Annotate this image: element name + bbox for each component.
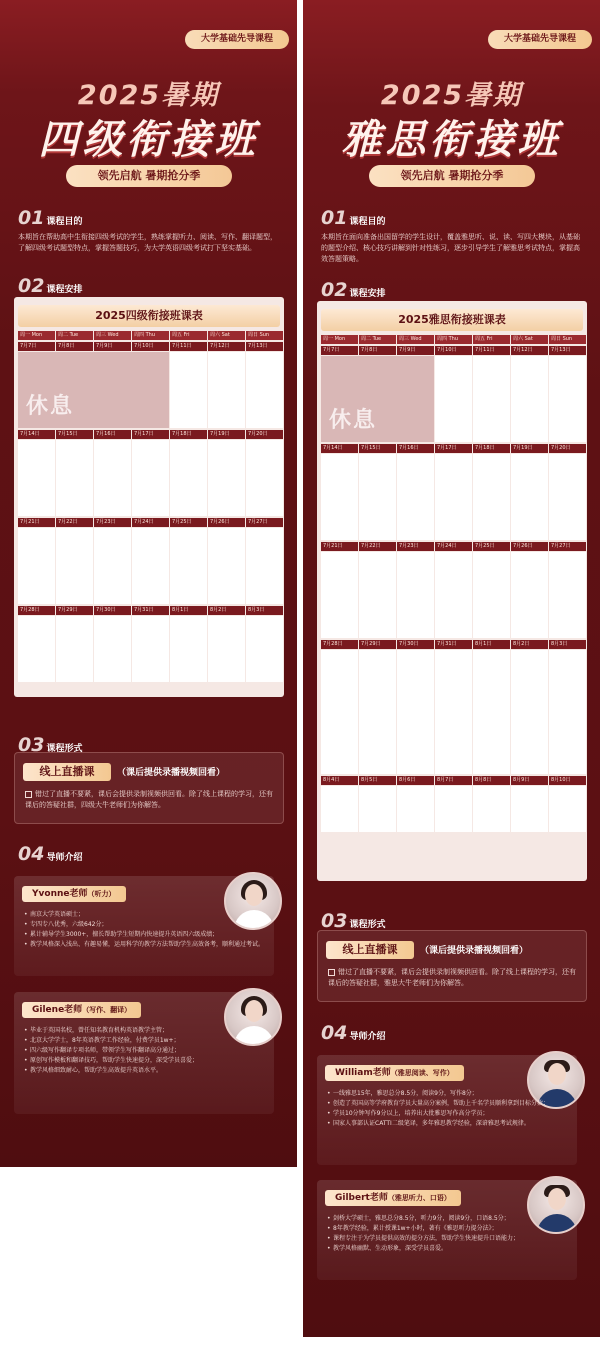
date-cell: 7月22日	[56, 518, 93, 527]
weekday-header: 周三 Wed	[94, 331, 131, 340]
section-number: 04	[18, 843, 45, 865]
schedule-cell	[246, 528, 283, 604]
date-cell: 8月3日	[549, 640, 586, 649]
teacher-name: Gilbert老师（雅思听力、口语）	[325, 1190, 461, 1206]
schedule-cell	[321, 552, 358, 638]
schedule-cell	[56, 528, 93, 604]
date-cell: 7月20日	[246, 430, 283, 439]
date-row	[18, 430, 284, 439]
schedule-table	[317, 301, 587, 881]
date-cell: 7月17日	[132, 430, 169, 439]
schedule-cell	[170, 528, 207, 604]
date-cell: 7月15日	[56, 430, 93, 439]
weekday-row	[18, 331, 284, 340]
teacher-point: • 国家人事部认证CATTI二级笔译，多年雅思教学经验，深谙雅思考试规律。	[327, 1119, 569, 1129]
schedule-cell	[473, 552, 510, 638]
date-cell: 8月2日	[511, 640, 548, 649]
section-label: 课程形式	[46, 744, 83, 754]
date-cell: 7月26日	[511, 542, 548, 551]
date-cell: 7月28日	[18, 606, 55, 615]
rest-block	[18, 352, 169, 428]
date-cell: 7月13日	[549, 346, 586, 355]
date-cell: 7月19日	[208, 430, 245, 439]
date-cell: 8月2日	[208, 606, 245, 615]
date-cell: 7月9日	[94, 342, 131, 351]
teacher-card-gilene	[14, 992, 274, 1114]
schedule-cell	[511, 552, 548, 638]
purpose-text: 本期旨在面向准备出国留学的学生设计，覆盖雅思听、说、读、写四大模块，从基础的题型介绍、核心技巧讲解到针对性练习，逐步引导学生了解雅思考试特点，掌握高效答题策略。	[321, 233, 580, 263]
schedule-body-row	[321, 552, 587, 638]
date-cell: 7月29日	[56, 606, 93, 615]
section-label: 课程目的	[349, 217, 386, 227]
date-cell: 7月20日	[549, 444, 586, 453]
section-teachers	[321, 1022, 385, 1046]
date-row	[321, 542, 587, 551]
date-cell: 7月19日	[511, 444, 548, 453]
schedule-cell	[473, 454, 510, 540]
schedule-cell	[549, 786, 586, 832]
date-row	[18, 606, 284, 615]
checkbox-icon	[328, 969, 335, 976]
schedule-cell	[549, 650, 586, 774]
date-row	[321, 444, 587, 453]
section-teachers	[18, 843, 82, 867]
course-tag: 大学基础先导课程	[488, 30, 592, 49]
schedule-cell	[435, 356, 472, 442]
schedule-cell	[18, 528, 55, 604]
schedule-cell	[94, 528, 131, 604]
schedule-cell	[170, 440, 207, 516]
teacher-point: • 专四专八优秀，六级642分；	[24, 920, 266, 930]
weekday-header: 周三 Wed	[397, 335, 434, 344]
weekday-header: 周二 Tue	[56, 331, 93, 340]
date-cell: 7月22日	[359, 542, 396, 551]
date-cell: 7月30日	[94, 606, 131, 615]
teacher-card-william	[317, 1055, 577, 1165]
teacher-point: • 教学风格幽默、生动形象，深受学员喜爱。	[327, 1244, 569, 1254]
schedule-cell	[435, 786, 472, 832]
schedule-cell	[321, 454, 358, 540]
poster-cet4	[0, 0, 297, 1167]
teacher-point: • 教学风格细致耐心，帮助学生高效提升英语水平。	[24, 1066, 266, 1076]
date-cell: 7月13日	[246, 342, 283, 351]
schedule-cell	[511, 650, 548, 774]
schedule-cell	[18, 440, 55, 516]
schedule-cell	[208, 352, 245, 428]
date-cell: 8月3日	[246, 606, 283, 615]
teacher-point: • 南京大学英语硕士；	[24, 910, 266, 920]
weekday-header: 周一 Mon	[18, 331, 55, 340]
date-cell: 7月11日	[170, 342, 207, 351]
section-number: 04	[321, 1022, 348, 1044]
section-purpose	[321, 207, 385, 231]
schedule-cell	[56, 440, 93, 516]
teacher-point: • 课程专注于为学员提供高效的提分方法，帮助学生快速提升口语能力；	[327, 1234, 569, 1244]
schedule-cell	[246, 352, 283, 428]
format-subtitle: （课后提供录播视频回看）	[117, 768, 226, 778]
teacher-card-yvonne	[14, 876, 274, 976]
format-title: 线上直播课	[326, 941, 414, 959]
schedule-body-row	[321, 786, 587, 832]
date-cell: 7月7日	[321, 346, 358, 355]
date-row	[18, 518, 284, 527]
teacher-point: • 北京大学学士，8年英语教学工作经验，付费学员1w+；	[24, 1036, 266, 1046]
schedule-cell	[511, 786, 548, 832]
schedule-cell	[435, 650, 472, 774]
schedule-cell	[170, 616, 207, 682]
slogan: 领先启航 暑期抢分季	[66, 165, 232, 187]
date-cell: 8月9日	[511, 776, 548, 785]
date-cell: 7月10日	[435, 346, 472, 355]
schedule-cell	[511, 356, 548, 442]
schedule-cell	[435, 454, 472, 540]
date-cell: 8月1日	[473, 640, 510, 649]
schedule-cell	[397, 650, 434, 774]
date-cell: 7月12日	[208, 342, 245, 351]
schedule-cell	[511, 454, 548, 540]
weekday-row	[321, 335, 587, 344]
date-cell: 7月10日	[132, 342, 169, 351]
checkbox-icon	[25, 791, 32, 798]
teacher-points	[327, 1089, 569, 1129]
format-description: 错过了直播不要紧，课后会提供录制视频供回看。除了线上课程的学习，还有课后的答疑社群，雅思大牛老师们为你解答。	[328, 968, 576, 987]
date-cell: 7月17日	[435, 444, 472, 453]
schedule-cell	[56, 616, 93, 682]
date-cell: 7月9日	[397, 346, 434, 355]
teacher-point: • 创造了英国高等学府教育学员大量高分案例，帮助上千名学员顺利拿到目标分数；	[327, 1099, 569, 1109]
schedule-cell	[397, 786, 434, 832]
schedule-cell	[132, 528, 169, 604]
schedule-cell	[549, 454, 586, 540]
teacher-point: • 原创写作模板和翻译技巧，帮助学生快速提分，深受学员喜爱；	[24, 1056, 266, 1066]
date-cell: 8月5日	[359, 776, 396, 785]
teacher-point: • 一线雅思15年，雅思总分8.5分，阅读9分，写作8分；	[327, 1089, 569, 1099]
schedule-cell	[359, 454, 396, 540]
date-cell: 7月23日	[94, 518, 131, 527]
teacher-point: • 学员10分钟写作9分以上，培养出大批雅思写作高分学员；	[327, 1109, 569, 1119]
date-cell: 7月25日	[473, 542, 510, 551]
date-cell: 8月1日	[170, 606, 207, 615]
teacher-points	[327, 1214, 569, 1254]
format-title: 线上直播课	[23, 763, 111, 781]
poster-ielts	[303, 0, 600, 1337]
section-number: 02	[18, 275, 45, 297]
date-cell: 7月8日	[56, 342, 93, 351]
format-subtitle: （课后提供录播视频回看）	[420, 946, 529, 956]
teacher-point: • 累计辅导学生3000+，擅长帮助学生短期内快速提升英语四六级成绩；	[24, 930, 266, 940]
weekday-header: 周六 Sat	[511, 335, 548, 344]
date-cell: 7月7日	[18, 342, 55, 351]
date-row	[321, 346, 587, 355]
schedule-cell	[321, 650, 358, 774]
teacher-name: William老师（雅思阅读、写作）	[325, 1065, 464, 1081]
date-cell: 7月12日	[511, 346, 548, 355]
date-cell: 7月21日	[321, 542, 358, 551]
section-label: 导师介绍	[349, 1032, 386, 1042]
section-schedule	[18, 275, 82, 299]
section-label: 课程形式	[349, 920, 386, 930]
rest-label: 休息	[26, 394, 75, 419]
schedule-body-row	[321, 454, 587, 540]
date-cell: 8月4日	[321, 776, 358, 785]
schedule-cell	[397, 454, 434, 540]
schedule-body-row	[18, 616, 284, 682]
date-cell: 7月31日	[132, 606, 169, 615]
schedule-cell	[359, 552, 396, 638]
schedule-body-row	[18, 440, 284, 516]
teacher-points	[24, 1026, 266, 1076]
teacher-card-gilbert	[317, 1180, 577, 1280]
date-cell: 7月18日	[170, 430, 207, 439]
weekday-header: 周二 Tue	[359, 335, 396, 344]
date-cell: 8月6日	[397, 776, 434, 785]
date-row	[321, 640, 587, 649]
section-schedule	[321, 279, 385, 303]
year-title: 2025暑期	[380, 80, 523, 111]
date-cell: 7月14日	[321, 444, 358, 453]
schedule-cell	[246, 616, 283, 682]
course-title: 雅思衔接班	[341, 117, 562, 163]
format-box	[14, 752, 284, 824]
schedule-cell	[473, 650, 510, 774]
schedule-cell	[132, 616, 169, 682]
section-number: 02	[321, 279, 348, 301]
schedule-cell	[94, 440, 131, 516]
weekday-header: 周日 Sun	[246, 331, 283, 340]
schedule-cell	[473, 356, 510, 442]
section-label: 导师介绍	[46, 853, 83, 863]
teacher-point: • 剑桥大学硕士，雅思总分8.5分，听力9分，阅读9分，口语8.5分；	[327, 1214, 569, 1224]
section-number: 01	[321, 207, 348, 229]
date-cell: 7月27日	[246, 518, 283, 527]
date-cell: 7月21日	[18, 518, 55, 527]
schedule-cell	[18, 616, 55, 682]
date-cell: 7月16日	[94, 430, 131, 439]
schedule-cell	[208, 528, 245, 604]
weekday-header: 周四 Thu	[435, 335, 472, 344]
schedule-cell	[359, 786, 396, 832]
schedule-title: 2025雅思衔接班课表	[321, 309, 583, 331]
teacher-points	[24, 910, 266, 950]
date-cell: 7月30日	[397, 640, 434, 649]
schedule-body-row	[18, 528, 284, 604]
rest-block	[321, 356, 434, 442]
date-cell: 8月7日	[435, 776, 472, 785]
date-cell: 7月16日	[397, 444, 434, 453]
teacher-name: Yvonne老师（听力）	[22, 886, 126, 902]
purpose-text: 本期旨在帮助高中生衔接四级考试的学生，熟练掌握听力、阅读、写作、翻译题型，了解四级考试题型特点，掌握答题技巧，为大学英语四级考试打下坚实基础。	[18, 233, 277, 252]
schedule-body-row	[321, 650, 587, 774]
date-cell: 7月14日	[18, 430, 55, 439]
schedule-title: 2025四级衔接班课表	[18, 305, 280, 327]
date-row	[321, 776, 587, 785]
date-cell: 7月31日	[435, 640, 472, 649]
schedule-cell	[359, 650, 396, 774]
schedule-cell	[549, 356, 586, 442]
weekday-header: 周六 Sat	[208, 331, 245, 340]
date-cell: 7月15日	[359, 444, 396, 453]
teacher-point: • 8年教学经验，累计授课1w+小时，著有《雅思听力提分法》；	[327, 1224, 569, 1234]
date-cell: 7月27日	[549, 542, 586, 551]
schedule-table	[14, 297, 284, 697]
schedule-cell	[94, 616, 131, 682]
date-cell: 7月8日	[359, 346, 396, 355]
weekday-header: 周一 Mon	[321, 335, 358, 344]
schedule-cell	[473, 786, 510, 832]
date-cell: 7月24日	[435, 542, 472, 551]
section-label: 课程安排	[349, 289, 386, 299]
schedule-cell	[397, 552, 434, 638]
weekday-header: 周四 Thu	[132, 331, 169, 340]
date-cell: 7月26日	[208, 518, 245, 527]
date-row	[18, 342, 284, 351]
section-number: 03	[18, 734, 45, 756]
date-cell: 8月8日	[473, 776, 510, 785]
schedule-cell	[208, 616, 245, 682]
date-cell: 7月25日	[170, 518, 207, 527]
teacher-point: • 毕业于英国名校，曾任知名教育机构英语教学主管；	[24, 1026, 266, 1036]
date-cell: 8月10日	[549, 776, 586, 785]
schedule-cell	[435, 552, 472, 638]
date-cell: 7月28日	[321, 640, 358, 649]
weekday-header: 周日 Sun	[549, 335, 586, 344]
schedule-cell	[170, 352, 207, 428]
format-description: 错过了直播不要紧，课后会提供录制视频供回看。除了线上课程的学习，还有课后的答疑社群，四级大牛老师们为你解答。	[25, 790, 273, 809]
section-number: 03	[321, 910, 348, 932]
course-tag: 大学基础先导课程	[185, 30, 289, 49]
year-title: 2025暑期	[77, 80, 220, 111]
format-box	[317, 930, 587, 1002]
schedule-cell	[549, 552, 586, 638]
date-cell: 7月23日	[397, 542, 434, 551]
schedule-cell	[246, 440, 283, 516]
schedule-cell	[321, 786, 358, 832]
rest-label: 休息	[329, 408, 378, 433]
section-purpose	[18, 207, 82, 231]
schedule-cell	[208, 440, 245, 516]
weekday-header: 周五 Fri	[170, 331, 207, 340]
date-cell: 7月29日	[359, 640, 396, 649]
section-label: 课程安排	[46, 285, 83, 295]
date-cell: 7月24日	[132, 518, 169, 527]
weekday-header: 周五 Fri	[473, 335, 510, 344]
section-number: 01	[18, 207, 45, 229]
date-cell: 7月18日	[473, 444, 510, 453]
teacher-name: Gilene老师（写作、翻译）	[22, 1002, 141, 1018]
date-cell: 7月11日	[473, 346, 510, 355]
teacher-point: • 教学风格深入浅出、有趣易懂，运用科学的教学方法帮助学生高效备考，顺利通过考试。	[24, 940, 266, 950]
slogan: 领先启航 暑期抢分季	[369, 165, 535, 187]
teacher-point: • 四六级写作翻译专项名师，带领学生写作翻译高分通过；	[24, 1046, 266, 1056]
schedule-cell	[132, 440, 169, 516]
course-title: 四级衔接班	[38, 117, 259, 163]
section-label: 课程目的	[46, 217, 83, 227]
